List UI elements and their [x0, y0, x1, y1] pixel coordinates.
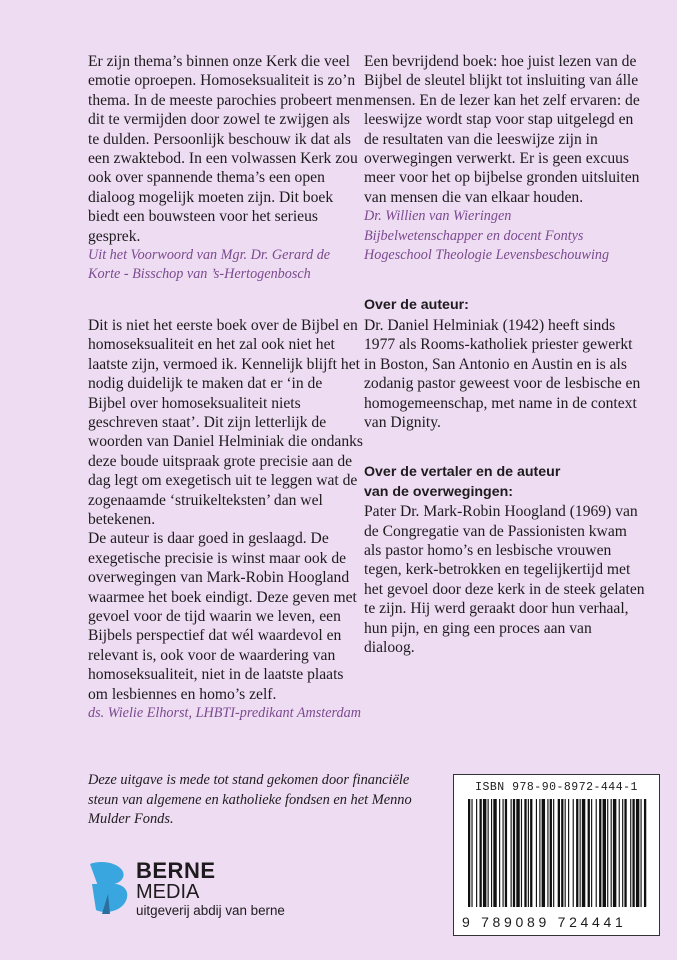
- barcode-bar: [607, 799, 608, 907]
- barcode-bar: [561, 799, 563, 907]
- endorsement-attribution: Uit het Voorwoord van Mgr. Dr. Gerard de Korte - Bisschop van ’s-Hertogenbosch: [88, 247, 331, 283]
- logo-shape-top: [90, 862, 124, 886]
- barcode-bar: [491, 799, 492, 907]
- barcode-bar: [636, 799, 639, 907]
- barcode-bar: [471, 799, 472, 907]
- review-text-continued: De auteur is daar goed in geslaagd. De exegetische precisie is winst maar ook de overwegingen van Mark-Robin Hoogland waarmee het boek eindigt. Deze geven met gevoel voor de tijd waarin we leven, een Bijbels perspectief dat wél waardevol en relevant is, ook voor de waardering van homoseksualiteit, niet in de laatste plaats om lesbiennes en homo’s zelf.: [88, 530, 357, 703]
- berne-logo-mark: [86, 858, 132, 916]
- right-column: [364, 52, 646, 657]
- review-text: Dit is niet het eerste boek over de Bijbel en homoseksualiteit en het zal ook niet het laatste zijn, vermoed ik. Kennelijk blijft het nodig duidelijk te maken dat er ‘in de Bijbel over homoseksualiteit niets geschreven staat’. Dit zijn letterlijk de woorden van Daniel Helminiak die ondanks deze boude uitspraak grote precisie aan de dag legt om exegetisch uit te leggen wat de zogenaamde ‘struikelteksten’ dan wel betekenen.: [88, 316, 363, 528]
- about-translator-text: Pater Dr. Mark-Robin Hoogland (1969) van de Congregatie van de Passionisten kwam als pastor homo’s en lesbische vrouwen tegen, kerk-betrokken en tegelijkertijd met het gevoel door deze kerk in de steek gelaten te zijn. Hij werd geraakt door hun verhaal, hun pijn, en ging een proces aan van dialoog.: [364, 503, 645, 656]
- barcode-bar: [622, 799, 623, 907]
- barcode-bar: [603, 799, 606, 907]
- barcode-bar: [588, 799, 590, 907]
- barcode-bar: [624, 799, 626, 907]
- barcode-bar: [644, 799, 646, 907]
- barcode-bar: [480, 799, 482, 907]
- barcode-bar: [536, 799, 537, 907]
- isbn-label: ISBN 978-90-8972-444-1: [475, 781, 638, 794]
- barcode-bar: [641, 799, 642, 907]
- barcode-bar: [468, 799, 470, 907]
- barcode-bar: [493, 799, 496, 907]
- review-attribution: ds. Wielie Elhorst, LHBTI-predikant Amsterdam: [88, 705, 361, 721]
- barcode-bar: [516, 799, 519, 907]
- endorsement-text: Er zijn thema’s binnen onze Kerk die veel emotie oproepen. Homoseksualiteit is zo’n thema. In de meeste parochies probeert men dit te vermijden door zowel te zwijgen als te dulden. Persoonlijk beschouw ik dat als een zwaktebod. In een volwassen Kerk zou ook over spannende thema’s een open dialoog mogelijk moeten zijn. Dit boek biedt een bouwsteen voor het serieus gesprek.: [88, 53, 363, 245]
- about-author-heading: Over de auteur:: [364, 297, 469, 314]
- barcode-bar: [503, 799, 504, 907]
- barcode-bar: [591, 799, 592, 907]
- isbn-barcode: [453, 774, 660, 936]
- barcode-bar: [565, 799, 566, 907]
- barcode-bar: [550, 799, 552, 907]
- barcode-bar: [528, 799, 529, 907]
- barcode-digits: 9 789089 724441: [462, 914, 627, 930]
- endorsement-text: Een bevrijdend boek: hoe juist lezen van de Bijbel de sleutel blijkt tot insluiting van álle mensen. En de lezer kan het zelf ervaren: de leeswijze wordt stap voor stap uitgelegd en de resultaten van die leeswijze zijn in overwegingen verwerkt. Er is geen excuus meer voor het op bijbelse gronden uitsluiten van mensen die van elkaar houden.: [364, 53, 640, 206]
- barcode-bar: [632, 799, 634, 907]
- barcode-bar: [513, 799, 515, 907]
- barcode-bar: [483, 799, 486, 907]
- barcode-bar: [596, 799, 597, 907]
- about-translator-heading-2: van de overwegingen:: [364, 483, 514, 500]
- barcode-bar: [547, 799, 548, 907]
- barcode-bar: [582, 799, 585, 907]
- barcode-bar: [558, 799, 560, 907]
- barcode-bar: [630, 799, 631, 907]
- barcode-bar: [488, 799, 489, 907]
- left-column: [88, 52, 363, 723]
- barcode-bar: [521, 799, 522, 907]
- barcode-bar: [553, 799, 554, 907]
- publisher-logo: [86, 858, 306, 928]
- publisher-tagline: uitgeverij abdij van berne: [136, 903, 285, 918]
- barcode-bar: [611, 799, 612, 907]
- barcode-bar: [539, 799, 540, 907]
- barcode-bar: [511, 799, 512, 907]
- barcode-bar: [476, 799, 477, 907]
- barcode-bar: [568, 799, 569, 907]
- endorsement-author: Dr. Willien van Wieringen: [364, 208, 512, 225]
- logo-shape-bottom: [92, 884, 127, 912]
- about-translator-heading: Over de vertaler en de auteur: [364, 464, 561, 481]
- barcode-bar: [505, 799, 507, 907]
- barcode-bar: [499, 799, 500, 907]
- publisher-name: BERNE: [136, 858, 216, 883]
- barcode-bar: [576, 799, 578, 907]
- about-author-text: Dr. Daniel Helminiak (1942) heeft sinds 1977 als Rooms-katholiek priester gewerkt in Boston, San Antonio en Austin en is als zodanig pastor geweest voor de lesbische en homogemeenschap, met name in de context van Dignity.: [364, 316, 641, 431]
- barcode-bar: [542, 799, 545, 907]
- barcode-bar: [530, 799, 532, 907]
- barcode-bars: [468, 799, 648, 909]
- barcode-bar: [524, 799, 526, 907]
- barcode-bar: [573, 799, 574, 907]
- barcode-bar: [580, 799, 581, 907]
- endorsement-author-role: Bijbelwetenschapper en docent Fontys Hogeschool Theologie Levensbeschouwing: [364, 227, 610, 264]
- barcode-bar: [599, 799, 601, 907]
- barcode-bar: [619, 799, 620, 907]
- publisher-name-2: MEDIA: [136, 881, 200, 903]
- barcode-bar: [613, 799, 616, 907]
- funding-note: Deze uitgave is mede tot stand gekomen door financiële steun van algemene en katholieke fondsen en het Menno Mulder Fonds.: [88, 772, 412, 827]
